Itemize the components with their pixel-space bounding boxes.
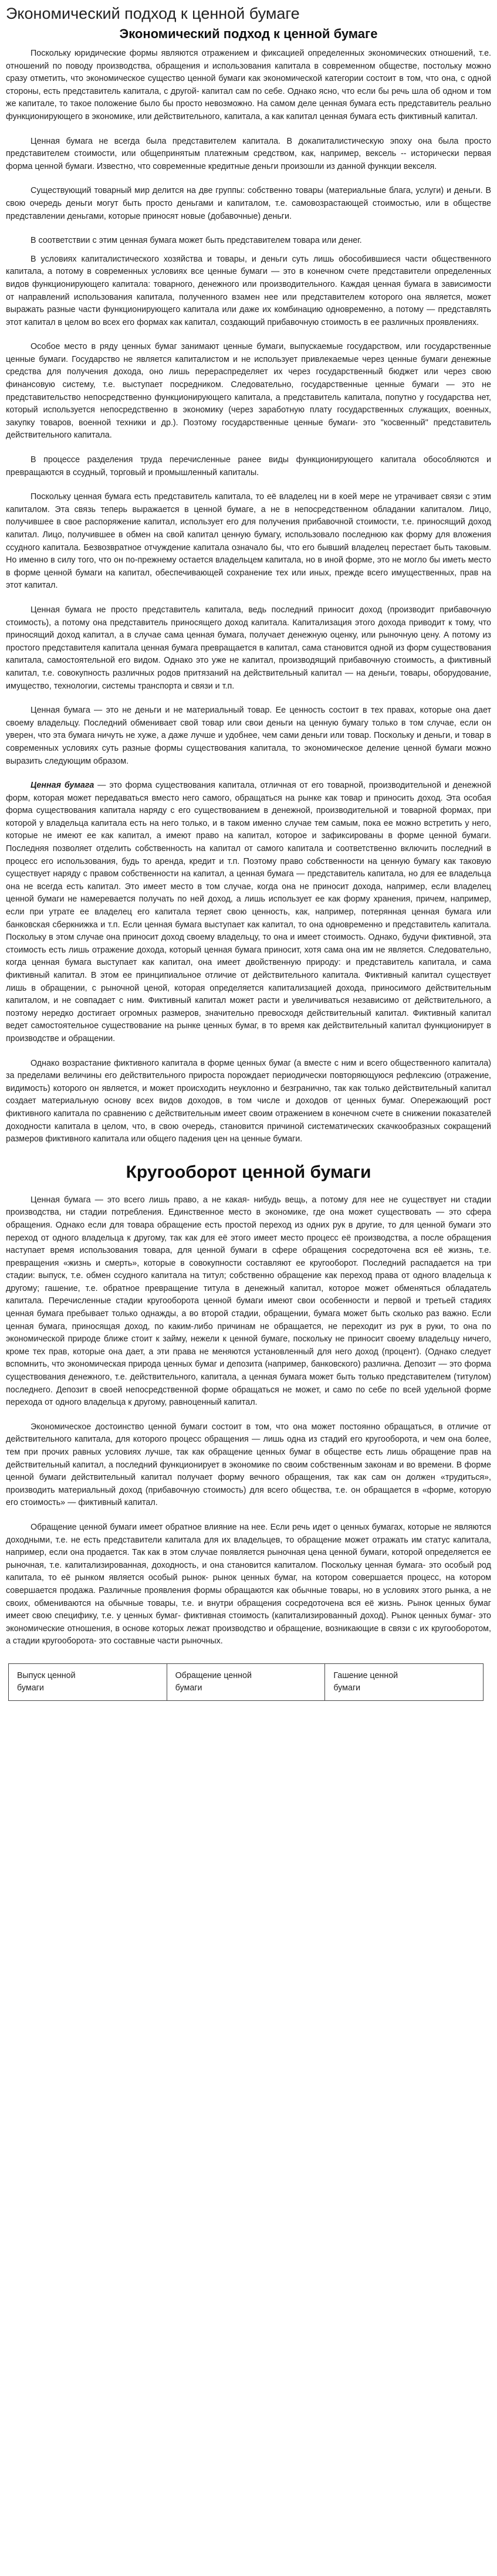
stage-redemption-cell bbox=[325, 1663, 484, 1700]
paragraph: Ценная бумага — это всего лишь право, а не какая- нибудь вещь, а потому для нее не существует ни стадии производства, ни стадии потребления. Единственное место в экономике, где она может существовать — это сфера обращения. Однако если для товара обращение есть простой переход из одних рук в другие, то для ценной бумаги это переход от одного владельца к другому, так как для её этого имеет место процесс её производства, а после обращения наступает время использования товара, для ценной бумаги в сфере обращения сосредоточена вся её жизнь, т.е. превращения «жизнь и смерть», которые в совокупности составляют ее кругооборот. Последний распадается на три стадии: выпуск, т.е. обмен ссудного капитала на титул; собственно обращение как переход права от одного владельца к другому; гашение, т.е. обратное превращение титула в денежный капитал, которое может обменяться обладатель капитала. Перечисленные стадии кругооборота ценной бумаги имеют свои особенности и первой и третьей стадиях ценная бумага пребывает только однажды, а во второй стадии, обращении, бумага может быть сколько раз важно. Если ценная бумага, приносящая доход, по каким-либо причинам не обращается, не переходит из рук в руки, то она по экономической природе ближе стоит к займу, нежели к ценной бумаге, поскольку не приносит своему владельцу ничего, кроме тех прав, которые она дает, а эти права не меняются установленный для него доход (процент). (Однако следует вспомнить, что экономическая природа ценных бумаг и депозита (например, банковского) различна. Депозит — это форма существования денежного, т.е. действительного, капитала, а ценная бумага может быть только представителем (титулом) последнего. Депозит в своей непосредственной форме обращаться не может, и само по себе по всей удельной форме перехода от одного владельца к другому, равноценный капитал. bbox=[6, 1195, 491, 1408]
stage-label: бумаги bbox=[17, 1683, 44, 1693]
stage-issue-cell bbox=[9, 1663, 167, 1700]
page-title: Экономический подход к ценной бумаге bbox=[6, 5, 300, 22]
stage-label: бумаги bbox=[333, 1683, 361, 1693]
stage-label: Обращение ценной bbox=[175, 1670, 252, 1680]
stage-label: Выпуск ценной bbox=[17, 1670, 76, 1680]
definition-paragraph bbox=[6, 779, 491, 1045]
paragraph: В соответствии с этим ценная бумага может быть представителем товара или денег. bbox=[31, 236, 362, 246]
stage-circulation-cell bbox=[167, 1663, 325, 1700]
paragraph: Поскольку юридические формы являются отражением и фиксацией определенных экономических отношений, т.е. отношений по поводу производства, обращения и использования капитала в современном обществе, постольку можно сразу отметить, что экономическое существо ценной бумаги как экономической категории состоит в том, что она, с одной стороны, есть представитель капитала, с другой- капитал сам по себе. Однако ясно, что если бы речь шла об одном и том же капитале, то такое положение было бы просто невозможно. На самом деле ценная бумага есть представитель реально функционирующего в экономике, или действительного, капитала, а как капитал ценная бумага есть фиктивный капитал. bbox=[6, 49, 491, 121]
paragraph: Поскольку ценная бумага есть представитель капитала, то её владелец ни в коей мере не утрачивает связи с этим капиталом. Эта связь теперь выражается в ценной бумаге, а не в непосредственном обладании капиталом. Лицо, получившее в свое распоряжение капитал, использует его для получения прибавочной стоимости, т.е. приносящий доход капитал. Лицо, получившее в обмен на свой капитал ценную бумагу, использовало последнюю как форму для вложения ссудного капитала. Безвозвратное отчуждение капитала означало бы, что его бывший владелец перестает быть таковым. Но именно в силу того, что он по-прежнему остается владельцем капитала, но в иной форме, это не могло бы иметь место в форме ценной бумаги на капитал, обеспечивающей сохранение тех или иных, прежде всего имущественных, прав на этот капитал. bbox=[6, 492, 491, 591]
paragraph: Однако возрастание фиктивного капитала в форме ценных бумаг (а вместе с ним и всего общественного капитала) за пределами величины его действительного прироста порождает периодически повторяющуюся рефлексию (отражение, видимость) которого он является, и может происходить неуклонно и безгранично, так как только действительный капитал создает материальную основу всех видов доходов, в том числе и доходов от ценных бумаг. Опережающий рост фиктивного капитала по сравнению с действительным имеет своим отражением в конечном счете в снижении показателей доходности капитала в целом, что, в свою очередь, становится причиной систематических скачкообразных сокращений размеров фиктивного капитала или общего падения цен на ценные бумаги. bbox=[6, 1058, 491, 1144]
paragraph: В условиях капиталистического хозяйства и товары, и деньги суть лишь обособившиеся части общественного капитала, а потому в современных условиях все ценные бумаги — это в конечном счете представители определенных видов функционирующего капитала: товарного, денежного или производительного. Каждая ценная бумага в зависимости от направлений использования капитала, полученного взамен нее или представителем которого она является, может выражать разные части функционирующего капитала или даже их комбинацию одновременно, а потому — представлять этот капитал в целом во всех его формах как капитал, создающий прибавочную стоимость в ее различных проявлениях. bbox=[6, 254, 491, 327]
section2-heading: Кругооборот ценной бумаги bbox=[126, 1162, 371, 1182]
paragraph: Особое место в ряду ценных бумаг занимают ценные бумаги, выпускаемые государством, или государственные ценные бумаги. Государство не является капиталистом и не использует привлекаемые через ценные бумаги денежные средства для получения дохода, оно лишь перераспределяет их через государственный бюджет или через свою финансовую систему, т.е. выступает посредником. Следовательно, государственные ценные бумаги — это не представительство непосредственно функционирующего капитала, а представитель капитала, попутно у государства нет, который используется непосредственно в экономику (через заработную плату государственных служащих, военных, закупку товаров, военной техники и др.). Поэтому государственные ценные бумаги- это "косвенный" представитель действительного капитала. bbox=[6, 342, 491, 440]
paragraph: Ценная бумага не всегда была представителем капитала. В докапиталистическую эпоху она была просто представителем стоимости, или общепринятым платежным средством, как, например, вексель -- исторически первая форма ценной бумаги. Известно, что современные кредитные деньги произошли из данной функции векселя. bbox=[6, 136, 491, 171]
paragraph: Существующий товарный мир делится на две группы: собственно товары (материальные блага, услуги) и деньги. В свою очередь деньги могут быть просто деньгами и капиталом, т.е. самовозрастающей стоимостью, или в обществе представлении деньгами, которые приносят новые (добавочные) деньги. bbox=[6, 186, 491, 221]
definition-term: Ценная бумага bbox=[31, 781, 94, 791]
section1-heading: Экономический подход к ценной бумаге bbox=[119, 26, 378, 41]
stage-label: Гашение ценной bbox=[333, 1670, 398, 1680]
stage-label: бумаги bbox=[175, 1683, 202, 1693]
paragraph: Ценная бумага — это не деньги и не материальный товар. Ее ценность состоит в тех правах, которые она дает своему владельцу. Последний обменивает свой товар или свои деньги на ценную бумагу только в том случае, если он уверен, что эта бумага ничуть не хуже, а даже лучше и удобнее, чем сами деньги или товар. Поскольку и деньги, и товар в современных условиях суть разные формы существования капитала, то экономическое деление ценной бумаги можно выразить следующим образом. bbox=[6, 706, 491, 766]
paragraph: Экономическое достоинство ценной бумаги состоит в том, что она может постоянно обращаться, в отличие от действительного капитала, для которого процесс обращения — лишь одна из стадий его кругооборота, и чем она более, тем при прочих равных условиях лучше, так как обращение ценных бумаг в обществе есть лишь обращение прав на действительный капитал, а последний функционирует в экономике по своим собственным законам и во времени. В форме ценной бумаги действительный капитал получает форму вечного обращения, так как сам он должен «трудиться», производить материальный доход (прибавочную стоимость) для всего общества, т.е. он обращается в «форме, которую его стоимость» — фиктивный капитал. bbox=[6, 1422, 491, 1508]
paragraph: Ценная бумага не просто представитель капитала, ведь последний приносит доход (производит прибавочную стоимость), а потому она представитель приносящего доход капитала. Капитализация этого дохода приводит к тому, что приносящий доход капитал, а в случае сама ценная бумага, получает денежную оценку, или рыночную цену. А потому из простого представителя капитала ценная бумага превращается в капитал, сама становится одной из форм существования капитала, самостоятельной его видом. Однако это уже не капитал, производящий прибавочную стоимость, а фиктивный капитал, т.е. совокупность различных родов притязаний на действительный капитал — на деньги, товары, оборудование, имущество, технологии, системы транспорта и связи и т.п. bbox=[6, 605, 491, 691]
circulation-stages-table bbox=[8, 1663, 484, 1701]
table-row bbox=[9, 1663, 484, 1700]
paragraph: В процессе разделения труда перечисленные ранее виды функционирующего капитала обособляются и превращаются в ссудный, торговый и промышленный капиталы. bbox=[6, 455, 491, 477]
definition-text: — это форма существования капитала, отличная от его товарной, производительной и денежной форм, которая может передаваться вместо него самого, обращаться на рынке как товар и приносить доход. Эта особая форма существования капитала наряду с его существованием в денежной, производительной и товарной формах, при которой у владельца капитала есть на него только, и в таком именно случае тем самым, пока ее можно встретить у него, которые не имеют ее как капитал, а имеют право на капитал, которое и зафиксированы в форме ценной бумаги. Последняя позволяет отделить собственность на капитал от самого капитала и соответственно включить последний в процесс его использования, будь то аренда, кредит и т.п. Поэтому право собственности на ценную бумагу как таковую существует наряду с правом собственности на капитал, а ценная бумага — представитель капитала, но для ее владельца она не всегда есть капитал. Это имеет место в том случае, когда она не приносит дохода, например, если владелец ценной бумаги не намеревается получать по ней доход, а лишь использует ее как форму хранения, причем, например, если при утрате ее владелец его капитала теряет свою ценность, как, например, потерянная ценная бумага или банковская сберкнижка и т.п. Если ценная бумага выступает как капитал, то она одновременно и представитель капитала. Поскольку в этом случае она приносит доход своему владельцу, то она и имеет стоимость. Однако, будучи фиктивной, эта стоимость есть лишь отражение дохода, который ценная бумага приносит, хотя сама она им не является. Следовательно, когда ценная бумага выступает как капитал, она имеет двойственную природу: и представитель капитала, и сама фиктивный капитал. В этом ее принципиальное отличие от действительного капитала. Фиктивный капитал существует лишь в обращении, с рыночной ценой, которая определяется капитализацией дохода, приносимого действительным капиталом, и не совпадает с ним. Фиктивный капитал может расти и увеличиваться независимо от действительного, а поэтому нередко достигает огромных размеров, значительно превосходя действительный капитал. Фиктивный капитал ведет самостоятельное существование на рынке ценных бумаг, в то время как действительный капитал функционирует в производстве и обращении. bbox=[6, 781, 491, 1043]
paragraph: Обращение ценной бумаги имеет обратное влияние на нее. Если речь идет о ценных бумагах, которые не являются доходными, т.е. не есть представители капитала для их владельцев, то обращение может отражать им статус капитала, например, если она продается. Так как в этом случае появляется рыночная цена ценной бумаги, которой определяется ее рыночная, т.е. капитализированная, доходность, и она становится капиталом. Поскольку ценная бумага- это особый род капитала, то её рынком является особый рынок- рынок ценных бумаг, на котором совершается процесс, на котором совершается продажа. Различные проявления формы обращаются как обычные товары, но в условиях этого рынка, а не своих, обмениваются на обычные товары, т.е. и внутри обращения сосредоточена вся её жизнь. Рынок ценных бумаг имеет свою специфику, т.е. у ценных бумаг- фиктивная стоимость (капитализированный доход). Рынок ценных бумаг- это экономические отношения, в основе которых лежат производство и обращение, возникающие в связи с их кругооборотом, а стадии кругооборота- это составные части рыночных. bbox=[6, 1522, 491, 1646]
